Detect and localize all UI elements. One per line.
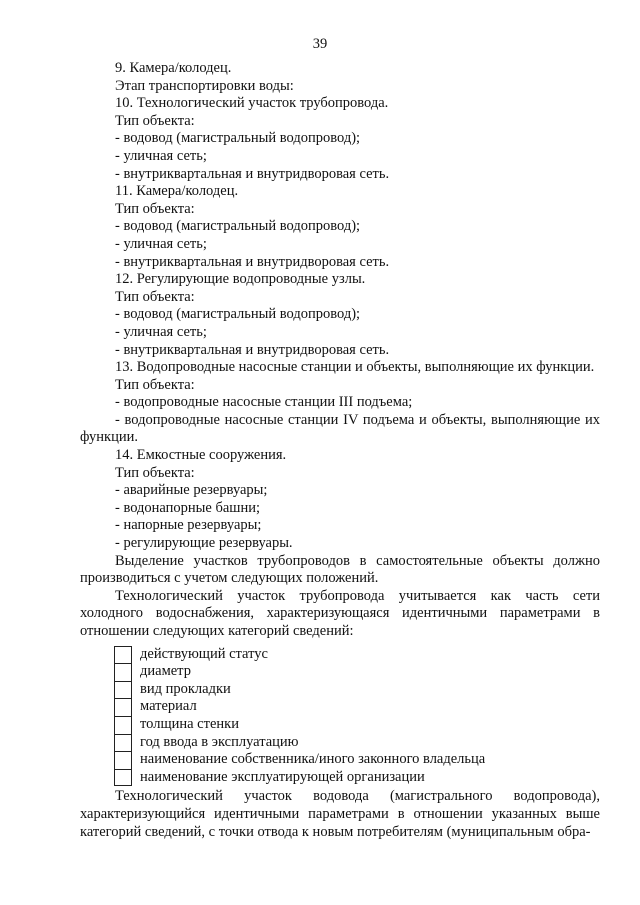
category-label: год ввода в эксплуатацию: [140, 733, 299, 750]
paragraph: Технологический участок водовода (магистрального водопровода), характеризующийся идентичными параметрами в отношении указанных выше категорий сведений, с точки отвода к новым потребителям (муниципальным обра-: [80, 788, 600, 840]
category-row: [114, 646, 600, 664]
category-label: наименование собственника/иного законного владельца: [140, 751, 486, 768]
checkbox-cell: [114, 681, 132, 699]
list-item: Тип объекта:: [115, 464, 195, 481]
category-row: [114, 751, 600, 769]
list-item: Тип объекта:: [115, 200, 195, 217]
list-item: Тип объекта:: [115, 112, 195, 129]
list-item: - водопроводные насосные станции IV подъема и объекты, выполняющие их функции.: [80, 411, 600, 446]
object-type-list: [80, 447, 600, 553]
paragraph: Выделение участков трубопроводов в самостоятельные объекты должно производиться с учетом следующих положений.: [80, 552, 600, 587]
object-type-list: [80, 60, 600, 359]
list-item: Тип объекта:: [115, 376, 195, 393]
checkbox-cell: [114, 769, 132, 787]
list-heading: 9. Камера/колодец.: [115, 60, 232, 76]
category-label: материал: [140, 698, 197, 715]
list-item: - внутриквартальная и внутридворовая сеть.: [115, 253, 390, 270]
list-item: - внутриквартальная и внутридворовая сеть.: [115, 165, 390, 182]
category-row: [114, 681, 600, 699]
list-heading: 10. Технологический участок трубопровода.: [115, 95, 389, 112]
category-label: наименование эксплуатирующей организации: [140, 768, 425, 785]
list-item: - аварийные резервуары;: [115, 482, 268, 499]
category-table: [114, 646, 600, 787]
category-row: [114, 734, 600, 752]
document-body: [80, 60, 600, 841]
list-item: - водовод (магистральный водопровод);: [115, 218, 361, 235]
category-label: вид прокладки: [140, 680, 231, 697]
checkbox-cell: [114, 698, 132, 716]
checkbox-cell: [114, 646, 132, 664]
checkbox-cell: [114, 734, 132, 752]
list-item: - уличная сеть;: [115, 235, 207, 252]
list-item: - уличная сеть;: [115, 147, 207, 164]
category-label: действующий статус: [140, 645, 268, 662]
paragraph: Технологический участок трубопровода учитывается как часть сети холодного водоснабжения, характеризующаяся идентичными параметрами в отношении следующих категорий сведений:: [80, 587, 600, 639]
checkbox-cell: [114, 751, 132, 769]
category-label: толщина стенки: [140, 715, 239, 732]
list-item: - внутриквартальная и внутридворовая сеть.: [115, 341, 390, 358]
list-item: - напорные резервуары;: [115, 517, 262, 534]
checkbox-cell: [114, 663, 132, 681]
checkbox-cell: [114, 716, 132, 734]
list-item: - уличная сеть;: [115, 323, 207, 340]
category-row: [114, 769, 600, 787]
list-heading: 12. Регулирующие водопроводные узлы.: [115, 271, 366, 288]
category-row: [114, 663, 600, 681]
category-row: [114, 716, 600, 734]
list-heading: 14. Емкостные сооружения.: [115, 447, 287, 464]
category-label: диаметр: [140, 663, 191, 680]
stage-heading: Этап транспортировки воды:: [115, 77, 294, 94]
list-item: - водовод (магистральный водопровод);: [115, 130, 361, 147]
list-heading: 11. Камера/колодец.: [115, 183, 239, 200]
list-item: - регулирующие резервуары.: [115, 535, 293, 552]
category-row: [114, 698, 600, 716]
page-number: 39: [312, 36, 328, 52]
list-item: - водопроводные насосные станции III подъема;: [115, 394, 413, 411]
list-heading: 13. Водопроводные насосные станции и объекты, выполняющие их функции.: [115, 359, 595, 376]
list-item: Тип объекта:: [115, 288, 195, 305]
list-item: - водовод (магистральный водопровод);: [115, 306, 361, 323]
list-item: - водонапорные башни;: [115, 499, 261, 516]
